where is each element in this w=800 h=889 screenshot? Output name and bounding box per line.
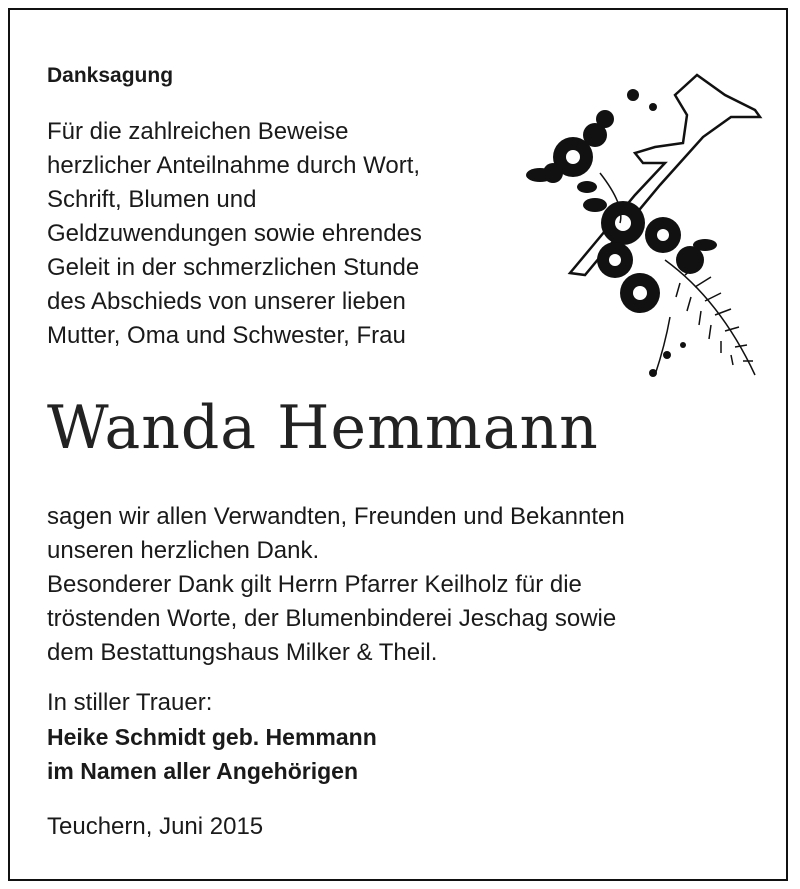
deceased-name: Wanda Hemmann xyxy=(47,393,599,463)
notice-heading: Danksagung xyxy=(47,64,174,87)
thanks-line: tröstenden Worte, der Blumenbinderei Jeschag sowie xyxy=(47,605,617,632)
thanks-paragraph xyxy=(47,500,625,670)
intro-line: Schrift, Blumen und xyxy=(47,186,257,213)
intro-line: herzlicher Anteilnahme durch Wort, xyxy=(47,152,421,179)
cross-with-roses-icon xyxy=(515,55,770,395)
thanks-line: dem Bestattungshaus Milker & Theil. xyxy=(47,639,438,666)
mourning-label: In stiller Trauer: xyxy=(47,689,213,716)
signer-subtitle: im Namen aller Angehörigen xyxy=(47,758,358,784)
obituary-notice xyxy=(8,8,788,881)
thanks-line: unseren herzlichen Dank. xyxy=(47,537,320,564)
intro-line: Geleit in der schmerzlichen Stunde xyxy=(47,254,420,281)
intro-line: Mutter, Oma und Schwester, Frau xyxy=(47,322,406,349)
intro-line: Geldzuwendungen sowie ehrendes xyxy=(47,220,422,247)
thanks-line: sagen wir allen Verwandten, Freunden und Bekannten xyxy=(47,503,625,530)
signer-block xyxy=(47,720,377,788)
dateline: Teuchern, Juni 2015 xyxy=(47,813,264,840)
intro-paragraph xyxy=(47,115,517,353)
intro-line: Für die zahlreichen Beweise xyxy=(47,118,349,145)
intro-line: des Abschieds von unserer lieben xyxy=(47,288,406,315)
signer-name: Heike Schmidt geb. Hemmann xyxy=(47,724,377,750)
thanks-line: Besonderer Dank gilt Herrn Pfarrer Keilholz für die xyxy=(47,571,582,598)
